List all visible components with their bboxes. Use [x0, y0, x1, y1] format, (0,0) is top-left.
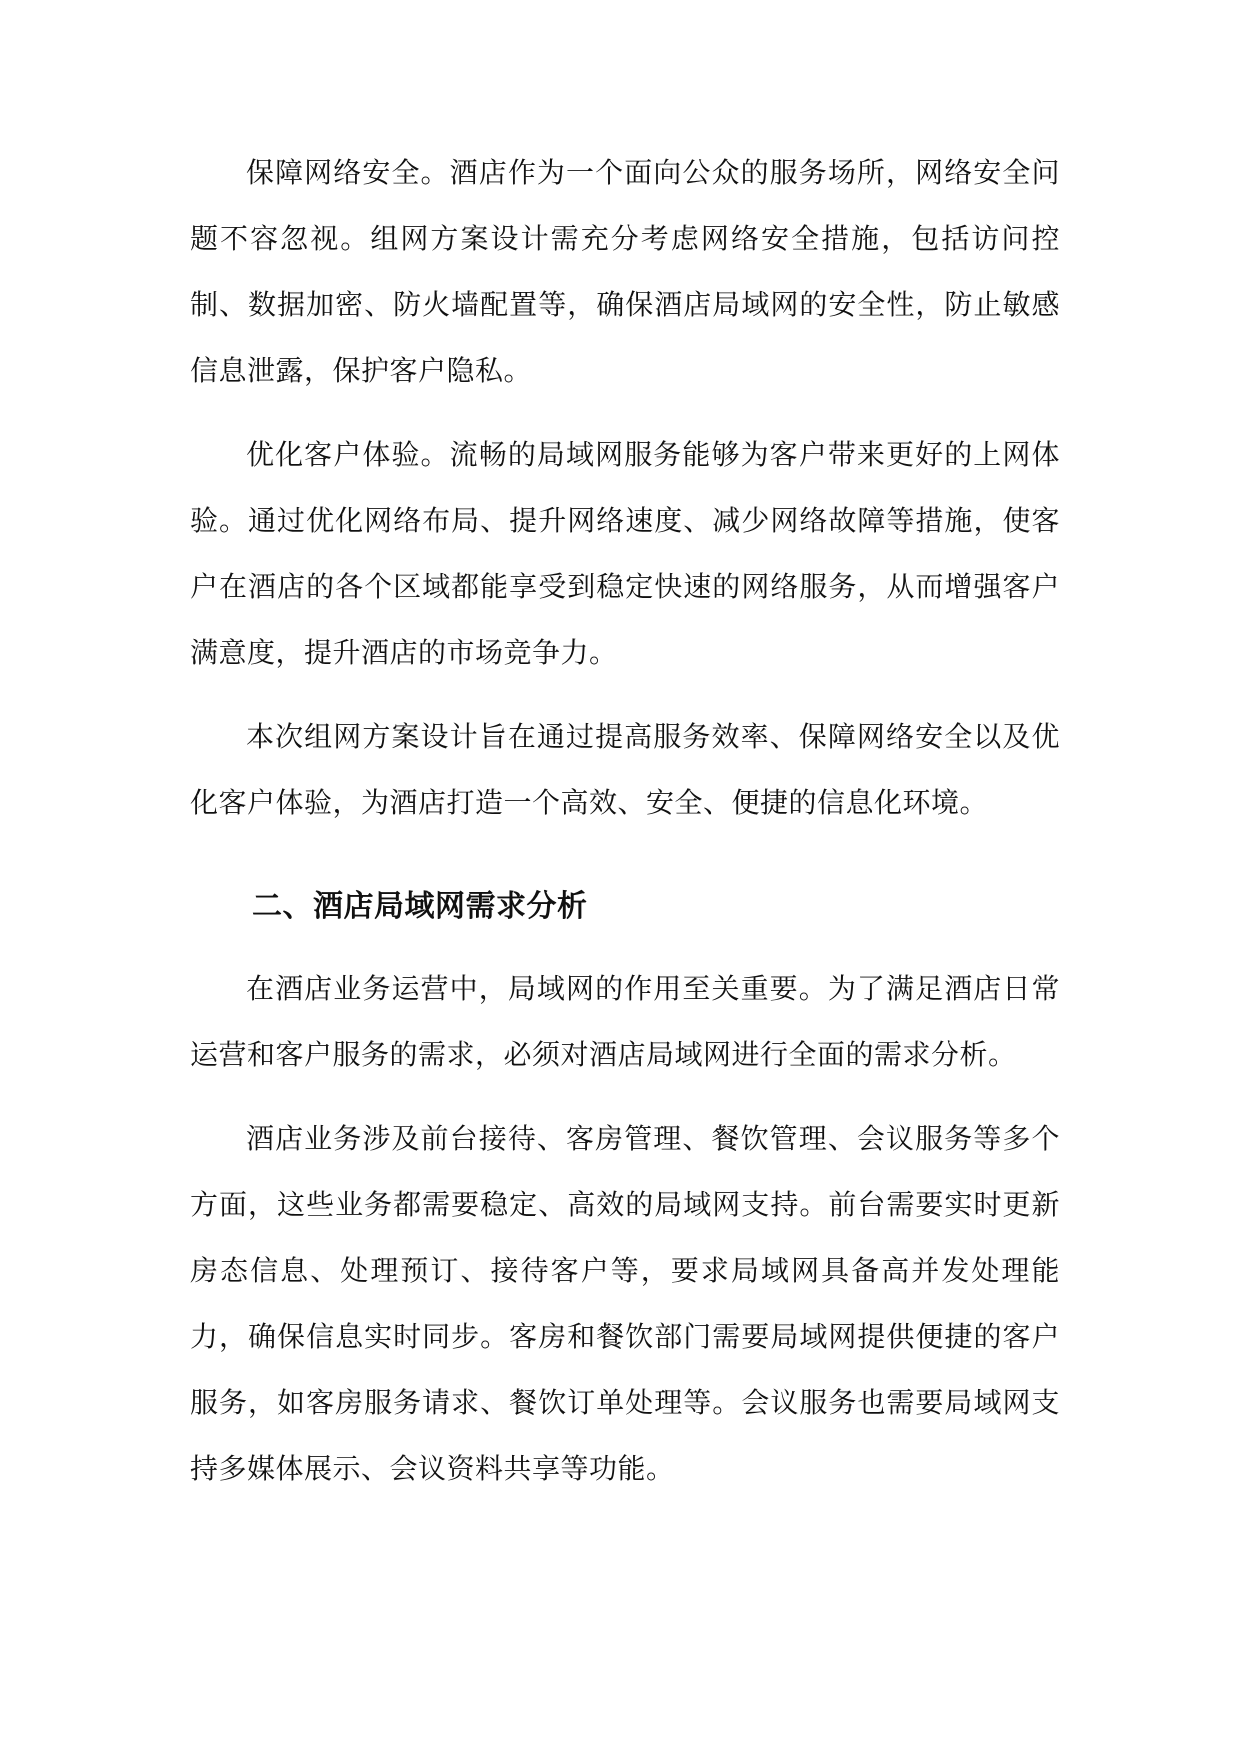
paragraph-network-security: 保障网络安全。酒店作为一个面向公众的服务场所，网络安全问题不容忽视。组网方案设计需充分考虑网络安全措施，包括访问控制、数据加密、防火墙配置等，确保酒店局域网的安全性，防止敏感信息泄露，保护客户隐私。: [190, 156, 1060, 387]
section-heading: 二、酒店局域网需求分析: [252, 889, 588, 924]
paragraph-needs-intro: 在酒店业务运营中，局域网的作用至关重要。为了满足酒店日常运营和客户服务的需求，必须对酒店局域网进行全面的需求分析。: [190, 972, 1060, 1071]
paragraph-business-needs: 酒店业务涉及前台接待、客房管理、餐饮管理、会议服务等多个方面，这些业务都需要稳定、高效的局域网支持。前台需要实时更新房态信息、处理预订、接待客户等，要求局域网具备高并发处理能力，确保信息实时同步。客房和餐饮部门需要局域网提供便捷的客户服务，如客房服务请求、餐饮订单处理等。会议服务也需要局域网支持多媒体展示、会议资料共享等功能。: [190, 1122, 1060, 1485]
paragraph-design-summary: 本次组网方案设计旨在通过提高服务效率、保障网络安全以及优化客户体验，为酒店打造一个高效、安全、便捷的信息化环境。: [190, 720, 1060, 819]
document-body: [190, 140, 1060, 1520]
paragraph-customer-experience: 优化客户体验。流畅的局域网服务能够为客户带来更好的上网体验。通过优化网络布局、提升网络速度、减少网络故障等措施，使客户在酒店的各个区域都能享受到稳定快速的网络服务，从而增强客户满意度，提升酒店的市场竞争力。: [190, 438, 1060, 669]
